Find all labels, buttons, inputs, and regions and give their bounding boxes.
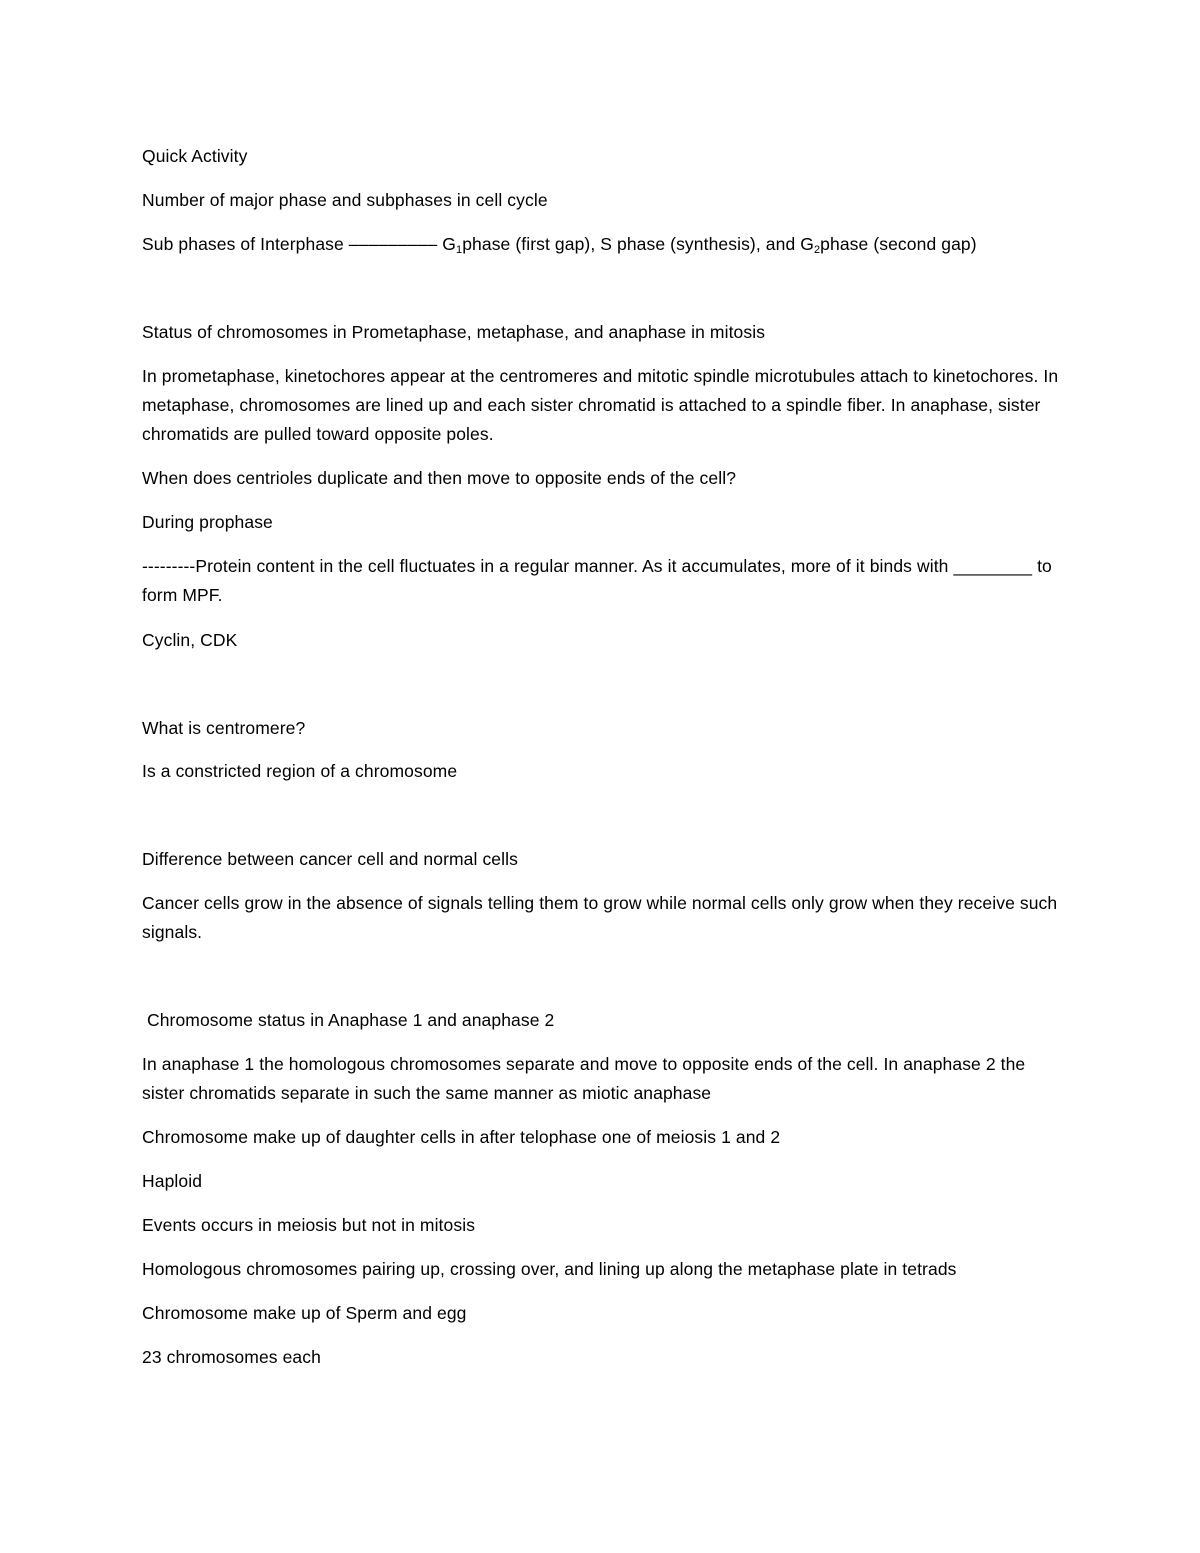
- answer-centrioles: During prophase: [142, 512, 273, 532]
- document-title: Quick Activity: [142, 146, 248, 166]
- question-daughter-cells: Chromosome make up of daughter cells in after telophase one of meiosis 1 and 2: [142, 1127, 781, 1147]
- answer-text: phase (second gap): [820, 234, 977, 254]
- subscript: 1: [455, 244, 463, 256]
- answer-meiosis-events: Homologous chromosomes pairing up, crossing over, and lining up along the metaphase plate in tetrads: [142, 1259, 957, 1279]
- answer-cancer-vs-normal: Cancer cells grow in the absence of signals telling them to grow while normal cells only grow when they receive such signals.: [142, 893, 1063, 942]
- question-centrioles: When does centrioles duplicate and then move to opposite ends of the cell?: [142, 468, 737, 488]
- question-sperm-egg: Chromosome make up of Sperm and egg: [142, 1303, 467, 1323]
- answer-anaphase-1-2: In anaphase 1 the homologous chromosomes separate and move to opposite ends of the cell. In anaphase 2 the sister chromatids separate in such the same manner as miotic anaphase: [142, 1054, 1031, 1103]
- answer-chromosome-status-mitosis: In prometaphase, kinetochores appear at the centromeres and mitotic spindle microtubules attach to kinetochores. In metaphase, chromosomes are lined up and each sister chromatid is attached to a spindle fiber. In anaphase, sister chromatids are pulled toward opposite poles.: [142, 366, 1064, 444]
- answer-text: phase (first gap), S phase (synthesis), and G: [462, 234, 814, 254]
- answer-mpf: Cyclin, CDK: [142, 630, 238, 650]
- answer-interphase-subphases: [142, 230, 1062, 259]
- question-centromere: What is centromere?: [142, 718, 306, 738]
- question-major-phases: Number of major phase and subphases in cell cycle: [142, 190, 548, 210]
- question-mpf: ---------Protein content in the cell fluctuates in a regular manner. As it accumulates, more of it binds with ________ to form MPF.: [142, 556, 1057, 605]
- answer-text: Sub phases of Interphase ––––––––– G: [142, 234, 456, 254]
- answer-sperm-egg: 23 chromosomes each: [142, 1347, 321, 1367]
- question-meiosis-events: Events occurs in meiosis but not in mitosis: [142, 1215, 476, 1235]
- answer-centromere: Is a constricted region of a chromosome: [142, 761, 458, 781]
- question-cancer-vs-normal: Difference between cancer cell and normal cells: [142, 849, 518, 869]
- subscript: 2: [813, 244, 821, 256]
- answer-daughter-cells: Haploid: [142, 1171, 203, 1191]
- question-chromosome-status-mitosis: Status of chromosomes in Prometaphase, metaphase, and anaphase in mitosis: [142, 322, 766, 342]
- question-anaphase-1-2: Chromosome status in Anaphase 1 and anaphase 2: [142, 1010, 555, 1030]
